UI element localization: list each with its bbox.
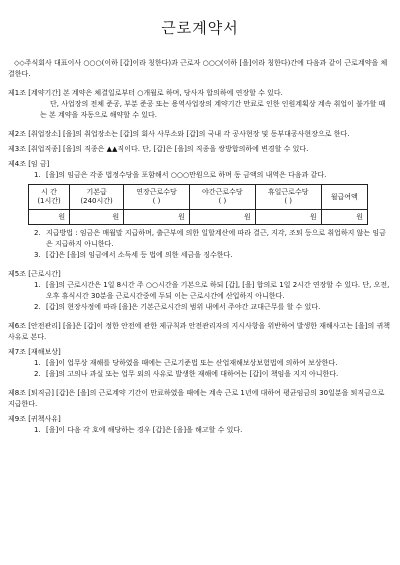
table-header-row [29, 185, 368, 210]
table-cell: 원 [321, 210, 367, 225]
article-6: 제6조 [안전관리] [을]은 [갑]이 정한 안전에 관한 제규칙과 안전관리자의 지시사항을 위반하여 발생한 재해사고는 [을]의 귀책사유로 본다. [8, 322, 391, 341]
article-4-items [8, 170, 392, 181]
list-item: 2. 지급방법 : 임금은 매월말 지급하며, 출근부에 의한 일할계산에 따라 결근, 지각, 조퇴 등으로 취업하지 않는 임금은 지급하지 아니한다. [34, 229, 386, 248]
list-item: 2. [갑]의 현장사정에 따라 [을]은 기본근로시간의 범위 내에서 주야간 교대근무를 할 수 있다. [34, 303, 321, 311]
list-item: 3. [갑]은 [을]의 임금에서 소득세 등 법에 의한 세금을 징수한다. [34, 251, 233, 259]
intro-paragraph: ◇◇주식회사 대표이사 ○○○(이하 [갑]이라 칭한다)과 근로자 ○○○(이하 [을]이라 칭한다)간에 다음과 같이 근로계약을 체결한다. [8, 59, 388, 78]
header-monthly: 월급여액 [321, 185, 367, 210]
article-5-items [8, 280, 392, 313]
header-overtime: 연장근로수당 ( ) [124, 185, 190, 210]
article-9-items [8, 425, 392, 436]
article-1: 제1조 [계약기간] 본 계약은 체결일로부터 ○개월로 하며, 당사자 합의하에 연장할 수 있다. [8, 89, 283, 97]
article-2: 제2조 [취업장소] [을]의 취업장소는 [갑]의 회사 사무소와 [갑]의 국내 각 공사현장 및 동부대공사현장으로 한다. [8, 130, 350, 138]
list-item: 1. [을]의 근로시간은 1일 8시간 주 ○○시간을 기본으로 하되 [갑], [을] 합의로 1일 2시간 연장할 수 있다. 단, 오전, 오후 휴식시간 30분을 근로시간중에 두되 이는 근로시간에 산입하지 아니한다. [34, 281, 390, 300]
article-7-heading: 제7조 [재해보상] [8, 348, 61, 356]
header-base-pay: 기본급 (240시간) [70, 185, 124, 210]
list-item: 1. [을]이 다음 각 호에 해당하는 경우 [갑]은 [을]을 해고할 수 있다. [34, 426, 243, 434]
article-1-note: 단, 사업장의 전체 준공, 부분 준공 또는 용역사업장의 계약기간 만료로 인한 인원계획상 계속 취업이 불가할 때는 본 계약을 자동으로 해약할 수 있다. [40, 100, 386, 119]
article-8: 제8조 [퇴직금] [갑]은 [을]의 근로계약 기간이 만료하였을 때에는 계속 근로 1년에 대하여 평균임금의 30일분을 퇴직금으로 지급한다. [8, 389, 385, 408]
article-4-items-cont [8, 228, 392, 261]
header-holiday: 휴일근로수당 ( ) [255, 185, 321, 210]
wage-table [28, 184, 368, 225]
header-night: 야간근로수당 ( ) [189, 185, 255, 210]
article-5-heading: 제5조 [근로시간] [8, 270, 61, 278]
article-3: 제3조 [취업직종] [을]의 직종은 ▲▲직이다. 단, [갑]은 [을]의 직종을 쌍방합의하에 변경할 수 있다. [8, 145, 309, 153]
table-cell: 원 [124, 210, 190, 225]
article-7-items [8, 358, 392, 380]
table-cell: 원 [255, 210, 321, 225]
document-title: 근로계약서 [161, 19, 239, 37]
table-cell: 원 [189, 210, 255, 225]
table-cell: 원 [70, 210, 124, 225]
header-hour: 시 간 (1시간) [29, 185, 70, 210]
article-4-heading: 제4조 [임 금] [8, 160, 50, 168]
list-item: 1. [을]의 임금은 각종 법정수당을 포함해서 ○○○만원으로 하며 동 금액의 내역은 다음과 같다. [34, 171, 327, 179]
list-item: 1. [을]이 업무상 재해를 당하였을 때에는 근로기준법 또는 산업재해보상보험법에 의하여 보상한다. [34, 359, 338, 367]
table-cell: 원 [29, 210, 70, 225]
list-item: 2. [을]의 고의나 과실 또는 업무 외의 사유로 발생한 재해에 대하여는 [갑]이 책임을 지지 아니한다. [34, 370, 339, 378]
table-row [29, 210, 368, 225]
article-9-heading: 제9조 [귀책사유] [8, 415, 61, 423]
